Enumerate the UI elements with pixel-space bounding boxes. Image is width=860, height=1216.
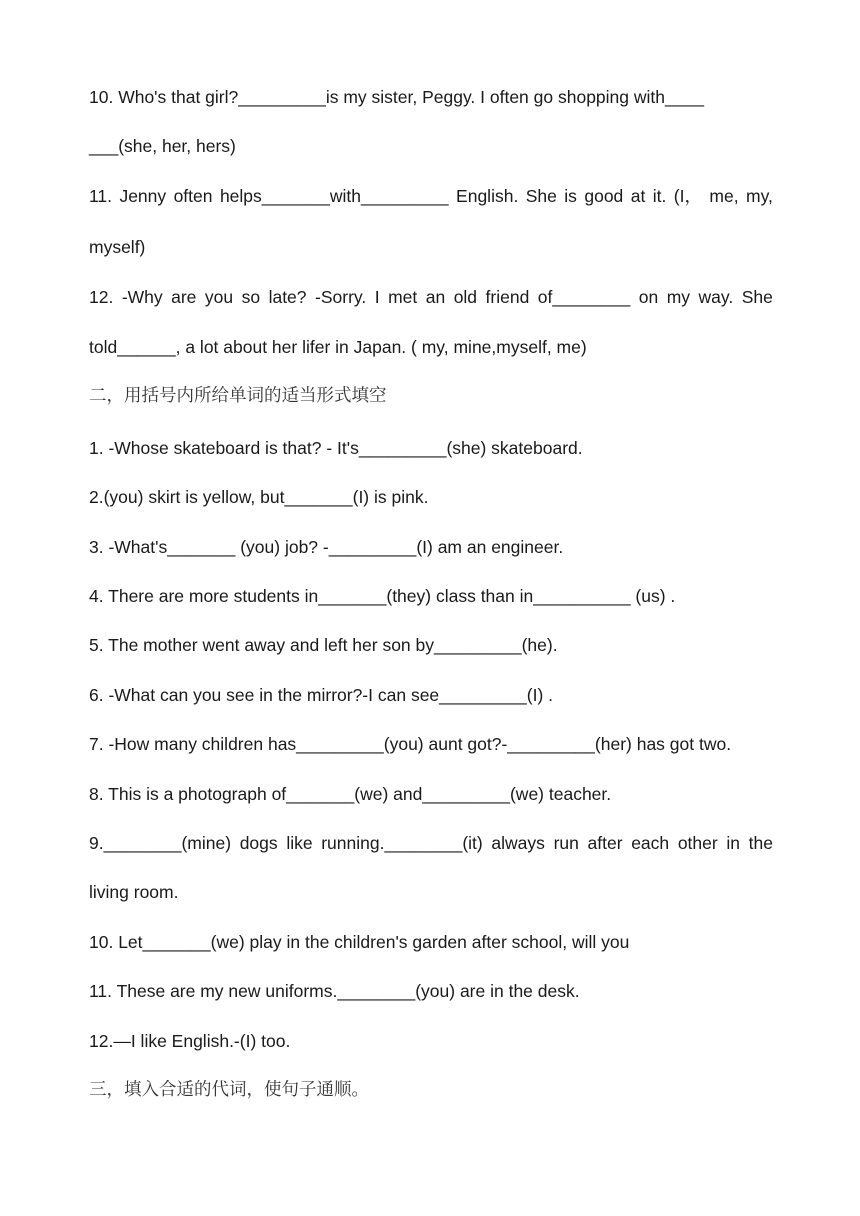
s2-item-1: 1. -Whose skateboard is that? - It's_________(she) skateboard.	[89, 438, 583, 458]
q12-line2: told______, a lot about her lifer in Japan. ( my, mine,myself, me)	[89, 337, 587, 357]
word: at	[630, 186, 646, 206]
s2-item-11: 11. These are my new uniforms.________(you) are in the desk.	[89, 981, 580, 1001]
q12-line1	[89, 285, 773, 309]
word: always	[491, 833, 545, 853]
section2-heading: 二，用括号内所给单词的适当形式填空	[89, 386, 387, 406]
word: my	[666, 287, 691, 307]
word: -Sorry.	[315, 287, 367, 307]
word: an	[425, 287, 446, 307]
word: She	[525, 186, 557, 206]
word: running.________(it)	[321, 833, 483, 853]
word: other	[677, 833, 718, 853]
word: friend	[485, 287, 530, 307]
s2-item-3: 3. -What's_______ (you) job? -_________(I) am an engineer.	[89, 537, 564, 557]
s2-item-9-line1	[89, 831, 773, 855]
word: -Why	[121, 287, 163, 307]
s2-item-6: 6. -What can you see in the mirror?-I can see_________(I) .	[89, 685, 553, 705]
s2-item-7: 7. -How many children has_________(you) aunt got?-_________(her) has got two.	[89, 734, 732, 754]
word: so	[241, 287, 261, 307]
word: run	[553, 833, 579, 853]
word: in	[726, 833, 740, 853]
word: way.	[698, 287, 734, 307]
word: 12.	[89, 287, 114, 307]
word: met	[388, 287, 418, 307]
word: English.	[456, 186, 519, 206]
s2-item-5: 5. The mother went away and left her son by_________(he).	[89, 635, 558, 655]
s2-item-8: 8. This is a photograph of_______(we) and_________(we) teacher.	[89, 784, 612, 804]
s2-item-9-line2: living room.	[89, 882, 179, 902]
word: late?	[268, 287, 307, 307]
word: my,	[746, 186, 773, 206]
word: each	[631, 833, 670, 853]
word: helps_______with_________	[219, 186, 449, 206]
word: me,	[709, 186, 739, 206]
q11-line2: myself)	[89, 237, 146, 257]
word: like	[286, 833, 313, 853]
s2-item-10: 10. Let_______(we) play in the children's garden after school, will you	[89, 932, 630, 952]
word: of________	[537, 287, 631, 307]
q10-line2: ___(she, her, hers)	[89, 136, 236, 156]
word: (I，	[673, 186, 702, 206]
word: 9.________(mine)	[89, 833, 232, 853]
word: Jenny	[119, 186, 167, 206]
word: She	[741, 287, 773, 307]
word: you	[204, 287, 234, 307]
s2-item-2: 2.(you) skirt is yellow, but_______(I) is pink.	[89, 487, 429, 507]
word: often	[173, 186, 213, 206]
s2-item-12: 12.—I like English.-(I) too.	[89, 1031, 291, 1051]
s2-item-4: 4. There are more students in_______(they) class than in__________ (us) .	[89, 586, 676, 606]
word: 11.	[89, 186, 113, 206]
word: dogs	[239, 833, 278, 853]
word: it.	[652, 186, 667, 206]
word: I	[374, 287, 380, 307]
q10-line1: 10. Who's that girl?_________is my sister, Peggy. I often go shopping with____	[89, 87, 704, 107]
word: are	[171, 287, 197, 307]
q11-line1	[89, 184, 773, 208]
word: good	[584, 186, 624, 206]
word: old	[453, 287, 478, 307]
section3-heading: 三，填入合适的代词，使句子通顺。	[89, 1080, 369, 1100]
word: the	[748, 833, 773, 853]
word: on	[638, 287, 659, 307]
word: after	[587, 833, 623, 853]
word: is	[564, 186, 577, 206]
